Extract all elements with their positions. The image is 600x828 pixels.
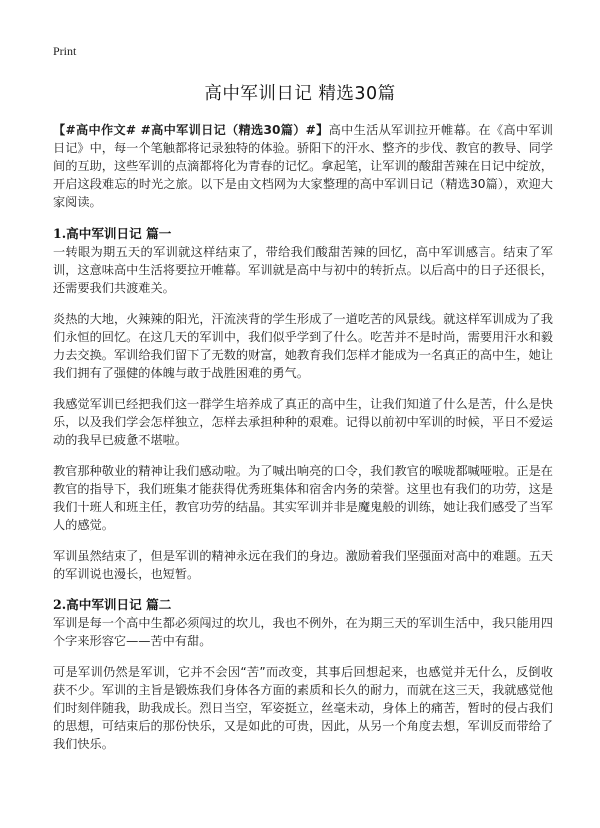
- section-1-paragraph-5: 军训虽然结束了，但是军训的精神永远在我们的身边。激励着我们坚强面对高中的难题。五天的军训说也漫长，也短暂。: [53, 549, 553, 581]
- section-2: [53, 596, 553, 753]
- section-1-paragraph-4: 教官那种敬业的精神让我们感动啦。为了喊出响亮的口令，我们教官的喉咙都喊哑啦。正是在教官的指导下，我们班集才能获得优秀班集体和宿舍内务的荣誉。这里也有我们的功劳，这是我们十班人和班主任，教官功劳的结晶。其实军训并非是魔鬼般的训练，她让我们感受了当军人的感觉。: [53, 464, 553, 532]
- section-1-paragraph-2: 炎热的大地，火辣辣的阳光，汗流浃背的学生形成了一道吃苦的风景线。就这样军训成为了我们永恒的回忆。在这几天的军训中，我们似乎学到了什么。吃苦并不是时尚，需要用汗水和毅力去交换。军训给我们留下了无数的财富，她教育我们怎样才能成为一名真正的高中生，她让我们拥有了强健的体魄与敢于战胜困难的勇气。: [53, 312, 553, 380]
- intro-paragraph: [53, 121, 553, 211]
- section-2-paragraph-1: 军训是每一个高中生都必须闯过的坎儿，我也不例外，在为期三天的军训生活中，我只能用四个字来形容它——苦中有甜。: [53, 616, 553, 648]
- section-1-paragraph-1: 一转眼为期五天的军训就这样结束了，带给我们酸甜苦辣的回忆，高中军训感言。结束了军训，这意味高中生活将要拉开帷幕。军训就是高中与初中的转折点。以后高中的日子还很长，还需要我们共渡难关。: [53, 245, 553, 295]
- intro-lead: 【#高中作文# #高中军训日记（精选30篇）#】: [53, 123, 329, 137]
- section-2-paragraph-2: 可是军训仍然是军训，它并不会因“苦”而改变，其事后回想起来，也感觉并无什么，反倒收获不少。军训的主旨是锻炼我们身体各方面的素质和长久的耐力，而就在这三天，我就感觉他们时刻伴随我，助我成长。烈日当空，军姿挺立，丝毫未动，身体上的痛苦，暂时的侵占我们的思想，可结束后的那份快乐，又是如此的可贵，因此，从另一个角度去想，军训反而带给了我们快乐。: [53, 665, 553, 751]
- intro-text: 高中生活从军训拉开帷幕。在《高中军训日记》中，每一个笔触都将记录独特的体验。骄阳下的汗水、整齐的步伐、教官的教导、同学间的互助，这些军训的点滴都将化为青春的记忆。拿起笔，让军训的酸甜苦辣在日记中绽放，开启这段难忘的时光之旅。以下是由文档网为大家整理的高中军训日记（精选30篇），欢迎大家阅读。: [53, 123, 553, 209]
- section-heading: 1.高中军训日记 篇一: [53, 226, 172, 241]
- page-title: 高中军训日记 精选30篇: [204, 84, 396, 104]
- section-heading: 2.高中军训日记 篇二: [53, 597, 172, 612]
- section-1: [53, 225, 553, 583]
- print-label[interactable]: Print: [53, 44, 77, 58]
- section-1-paragraph-3: 我感觉军训已经把我们这一群学生培养成了真正的高中生，让我们知道了什么是苦，什么是快乐，以及我们学会怎样独立，怎样去承担种种的艰难。记得以前初中军训的时候，平日不爱运动的我早已疲惫不堪啦。: [53, 397, 553, 447]
- document-content: [53, 121, 553, 766]
